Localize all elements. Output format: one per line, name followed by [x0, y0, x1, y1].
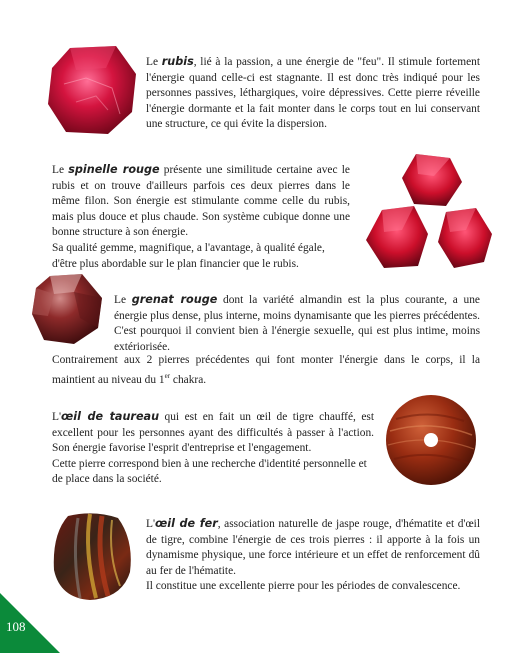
spinel-text-2: Sa qualité gemme, magnifique, a l'avantage, à qualité égale, d'être plus abordable sur le plan financier que le rubis. — [52, 241, 325, 270]
bulls-eye-description — [52, 409, 374, 488]
spinel-name: spinelle rouge — [68, 163, 160, 176]
garnet-text: dont la variété almandin est la plus courante, a une énergie plus dense, plus interne, moins dynamisante que les pierres précédentes. C'est pourquoi il convient bien à l'énergie sexuelle, qui est plus intime, moins extériorisée. — [114, 294, 480, 353]
garnet-description-2 — [52, 353, 480, 388]
tiger-iron-tumble-image — [50, 510, 136, 602]
garnet-name: grenat rouge — [131, 293, 218, 306]
red-spinel-crystals-image — [358, 148, 496, 274]
ruby-name: rubis — [161, 55, 194, 68]
bulls-eye-donut-image — [384, 393, 478, 487]
spinel-description — [52, 162, 350, 272]
bulls-eye-text: qui est en fait un œil de tigre chauffé, est excellent pour les personnes ayant des difficultés à passer à l'action. Son énergie favorise l'esprit d'entreprise et l'engagement. — [52, 411, 375, 455]
tiger-iron-name: œil de fer — [155, 517, 218, 530]
bulls-eye-lead: L' — [52, 411, 62, 423]
garnet-lead: Le — [114, 294, 132, 306]
garnet-description — [114, 292, 480, 355]
garnet-text-2a: Contrairement aux 2 pierres précédentes qui font monter l'énergie dans le corps, il la maintient au niveau du 1 — [52, 354, 480, 386]
tiger-iron-text-2: Il constitue une excellente pierre pour les périodes de convalescence. — [146, 580, 461, 593]
garnet-text-2-sup: er — [164, 371, 171, 380]
ruby-description — [146, 54, 480, 133]
page-number: 108 — [6, 619, 26, 634]
spinel-lead: Le — [52, 164, 69, 176]
ruby-text: , lié à la passion, a une énergie de "feu". Il stimule fortement l'énergie quand celle-ci est stagnante. Il est donc très indiqué pour les personnes passives, léthargiques, voire dépressives. Cette pierre réveille l'énergie dormante et la fait monter dans le corps tout en lui conservant une structure, ce qui évite la dispersion. — [146, 56, 480, 131]
spinel-text: présente une similitude certaine avec le rubis et on trouve d'ailleurs parfois ces deux pierres dans le même filon. Son énergie est stimulante comme celle du rubis, mais plus douce et plus chaude. Son système cubique donne une bonne structure à son énergie. — [52, 164, 350, 239]
bulls-eye-name: œil de taureau — [61, 410, 160, 423]
garnet-text-2b: chakra. — [170, 373, 207, 386]
ruby-lead: Le — [146, 56, 162, 68]
bulls-eye-text-2: Cette pierre correspond bien à une recherche d'identité personnelle et de place dans la société. — [52, 457, 367, 486]
tiger-iron-description — [146, 516, 480, 595]
tiger-iron-text: , association naturelle de jaspe rouge, d'hématite et d'œil de tigre, combine l'énergie de ces trois pierres : il apporte à la fois un dynamisme physique, une force intérieure et un effet de renforcement dû au fer de l'hématite. — [146, 518, 480, 577]
ruby-crystal-image — [46, 44, 138, 136]
red-garnet-crystal-image — [30, 272, 104, 346]
tiger-iron-lead: L' — [146, 518, 156, 530]
